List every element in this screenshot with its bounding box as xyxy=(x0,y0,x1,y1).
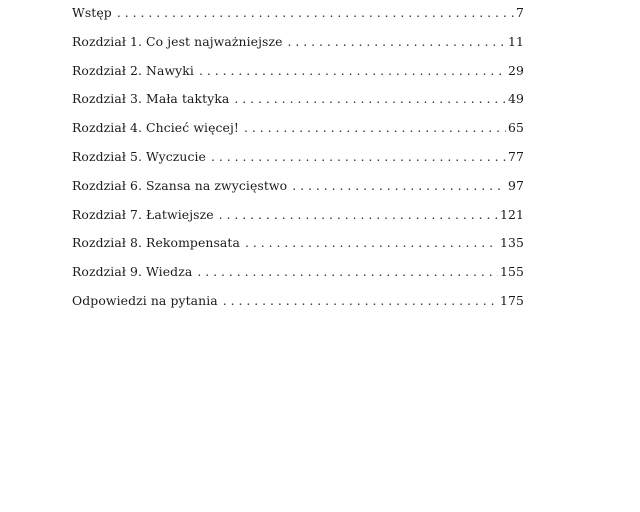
toc-entry-page-number: 7 xyxy=(516,5,524,20)
toc-entry-title: Wstęp xyxy=(72,5,112,20)
dot-leader xyxy=(211,147,506,167)
toc-entry-page-number: 65 xyxy=(508,120,524,136)
toc-entry-answers xyxy=(72,291,524,320)
dot-leader xyxy=(244,118,506,138)
toc-entry-page-number: 175 xyxy=(500,292,524,308)
toc-entry-chapter-5 xyxy=(72,147,524,176)
toc-entry-chapter-4 xyxy=(72,118,524,147)
dot-leader xyxy=(197,262,498,282)
table-of-contents xyxy=(72,3,524,320)
dot-leader xyxy=(292,176,506,196)
toc-entry-title: Rozdział 1. Co jest najważniejsze xyxy=(72,33,283,49)
toc-entry-title: Rozdział 8. Rekompensata xyxy=(72,235,240,251)
toc-entry-chapter-8 xyxy=(72,233,524,262)
toc-entry-title: Rozdział 9. Wiedza xyxy=(72,264,193,280)
dot-leader xyxy=(245,233,498,253)
toc-entry-chapter-1 xyxy=(72,32,524,61)
dot-leader xyxy=(223,291,498,311)
dot-leader xyxy=(234,89,506,109)
toc-entry-page-number: 135 xyxy=(500,235,524,251)
toc-entry-title: Rozdział 4. Chcieć więcej! xyxy=(72,120,240,136)
toc-entry-chapter-9 xyxy=(72,262,524,291)
toc-entry-title: Rozdział 3. Mała taktyka xyxy=(72,91,230,107)
toc-entry-page-number: 77 xyxy=(508,148,524,164)
dot-leader xyxy=(199,61,506,81)
toc-entry-page-number: 121 xyxy=(500,206,524,222)
toc-entry-title: Rozdział 5. Wyczucie xyxy=(72,148,206,164)
toc-entry-page-number: 97 xyxy=(508,177,524,193)
toc-entry-page-number: 155 xyxy=(500,264,524,280)
toc-entry-page-number: 29 xyxy=(508,62,524,78)
toc-entry-title: Rozdział 7. Łatwiejsze xyxy=(72,206,214,222)
toc-entry-page-number: 49 xyxy=(508,91,524,107)
toc-entry-chapter-7 xyxy=(72,205,524,234)
dot-leader xyxy=(219,205,498,225)
toc-entry-chapter-2 xyxy=(72,61,524,90)
dot-leader xyxy=(288,32,506,52)
dot-leader xyxy=(117,3,514,23)
toc-entry-intro xyxy=(72,3,524,32)
toc-entry-page-number: 11 xyxy=(508,33,524,49)
toc-entry-chapter-3 xyxy=(72,89,524,118)
toc-entry-chapter-6 xyxy=(72,176,524,205)
toc-entry-title: Rozdział 6. Szansa na zwycięstwo xyxy=(72,177,288,193)
toc-entry-title: Odpowiedzi na pytania xyxy=(72,292,218,308)
toc-entry-title: Rozdział 2. Nawyki xyxy=(72,62,194,78)
